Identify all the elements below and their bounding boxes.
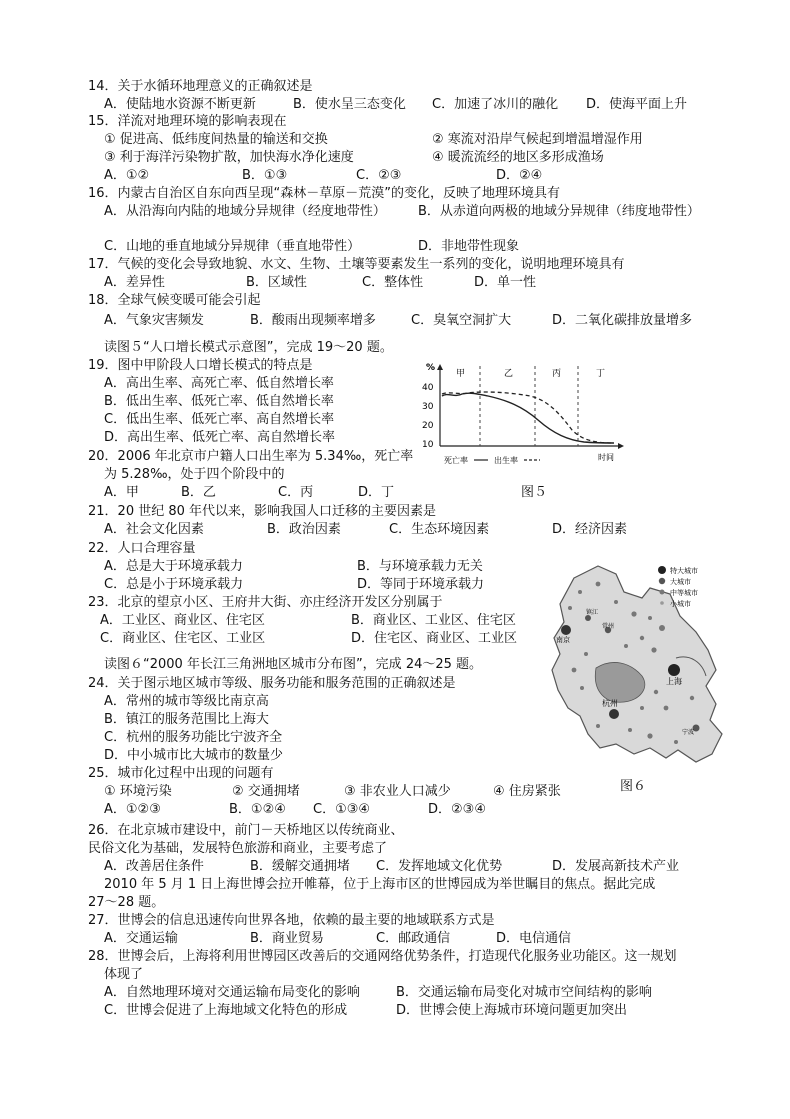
q25-statement-4: ④ 住房紧张	[493, 784, 561, 799]
q22-stem: 22．人口合理容量	[88, 541, 196, 556]
figure-6-legend-medium: 中等城市	[670, 589, 698, 597]
q26-option-d: D．发展高新技术产业	[552, 859, 680, 874]
q21-stem: 21．20 世纪 80 年代以来，影响我国人口迁移的主要因素是	[88, 504, 437, 519]
figure-6-label-hangzhou: 杭州	[602, 699, 618, 708]
q14-stem: 14．关于水循环地理意义的正确叙述是	[88, 79, 313, 94]
q28-option-b: B．交通运输布局变化对城市空间结构的影响	[396, 985, 652, 1000]
q15-statement-2: ② 寒流对沿岸气候起到增温增湿作用	[432, 132, 643, 147]
q17-option-d: D．单一性	[474, 275, 537, 290]
q25-statement-1: ① 环境污染	[104, 784, 172, 799]
figure-6-city-shanghai	[668, 664, 680, 676]
q15-option-d: D．②④	[496, 168, 543, 183]
figure-5-stage-jia: 甲	[456, 369, 466, 379]
figure-6-legend-small: 小城市	[670, 600, 691, 608]
figure-6-label-zhenjiang: 镇江	[586, 609, 599, 616]
q20-option-d: D．丁	[358, 485, 395, 500]
q26-option-a: A．改善居住条件	[104, 859, 204, 874]
figure-5-stage-yi: 乙	[504, 369, 514, 379]
figure-6-legend-mega-symbol	[658, 566, 666, 574]
q25-option-c: C．①③④	[313, 802, 371, 817]
q20-option-b: B．乙	[181, 485, 216, 500]
q24-stem: 24．关于图示地区城市等级、服务功能和服务范围的正确叙述是	[88, 676, 456, 691]
figure-6-legend-small-symbol	[660, 601, 664, 605]
figure-5-death-rate-line	[442, 393, 614, 443]
figure-5-caption: 图５	[521, 485, 548, 500]
q27-option-b: B．商业贸易	[250, 931, 324, 946]
q19-option-b: B．低出生率、低死亡率、低自然增长率	[104, 394, 334, 409]
figure-5-legend-death: 死亡率	[444, 456, 468, 465]
figure-5-y-arrow	[437, 364, 443, 370]
q22-option-d: D．等同于环境承载力	[357, 577, 485, 592]
figure-6-svg	[546, 558, 726, 770]
q25-option-d: D．②③④	[428, 802, 486, 817]
figure-5-legend-birth: 出生率	[494, 456, 518, 465]
figure-6-label-nanjing: 南京	[556, 636, 570, 644]
q27-option-a: A．交通运输	[104, 931, 178, 946]
q15-statement-1: ① 促进高、低纬度间热量的输送和交换	[104, 132, 328, 147]
figure-6-city-nanjing	[561, 625, 571, 635]
q14-option-b: B．使水呈三态变化	[293, 97, 406, 112]
q28-stem-line1: 28．世博会后，上海将利用世博园区改善后的交通网络优势条件，打造现代化服务业功能区。这一规划	[88, 949, 677, 964]
q18-option-a: A．气象灾害频发	[104, 313, 204, 328]
q14-option-d: D．使海平面上升	[586, 97, 688, 112]
figure-6-legend-medium-symbol	[660, 590, 665, 595]
figure-5-x-label: 时间	[598, 453, 614, 462]
q28-stem-line2: 体现了	[104, 967, 144, 982]
q21-option-c: C．生态环境因素	[389, 522, 490, 537]
q18-stem: 18．全球气候变暖可能会引起	[88, 293, 261, 308]
figure-6-label-shanghai: 上海	[666, 677, 682, 686]
figure-6-legend-mega: 特大城市	[670, 567, 698, 575]
figure-6-legend-large: 大城市	[670, 578, 691, 586]
intro-27-28-line1: 2010 年 5 月 1 日上海世博会拉开帷幕，位于上海市区的世博园成为举世瞩目的焦点。据此完成	[104, 877, 656, 892]
q16-option-b: B．从赤道向两极的地域分异规律（纬度地带性）	[418, 204, 700, 219]
q18-option-d: D．二氧化碳排放量增多	[552, 313, 693, 328]
figure-5-ytick-10: 10	[422, 440, 434, 450]
q21-option-a: A．社会文化因素	[104, 522, 204, 537]
figure-5-ytick-40: 40	[422, 383, 434, 393]
q16-stem: 16．内蒙古自治区自东向西呈现“森林－草原－荒漠”的变化，反映了地理环境具有	[88, 186, 561, 201]
q20-stem-line1: 20．2006 年北京市户籍人口出生率为 5.34‰，死亡率	[88, 449, 414, 464]
q27-option-d: D．电信通信	[496, 931, 572, 946]
q15-option-b: B．①③	[242, 168, 288, 183]
q28-option-a: A．自然地理环境对交通运输布局变化的影响	[104, 985, 360, 1000]
q20-option-c: C．丙	[278, 485, 314, 500]
q26-option-c: C．发挥地域文化优势	[376, 859, 503, 874]
q15-statement-4: ④ 暖流流经的地区多形成渔场	[432, 150, 604, 165]
q15-statement-3: ③ 利于海洋污染物扩散，加快海水净化速度	[104, 150, 354, 165]
q18-option-c: C．臭氧空洞扩大	[411, 313, 512, 328]
q19-option-a: A．高出生率、高死亡率、低自然增长率	[104, 376, 334, 391]
figure-6-label-changzhou: 常州	[602, 623, 615, 630]
q15-option-c: C．②③	[356, 168, 402, 183]
q16-option-c: C．山地的垂直地域分异规律（垂直地带性）	[104, 239, 361, 254]
q19-stem: 19．图中甲阶段人口增长模式的特点是	[88, 358, 313, 373]
q25-option-a: A．①②③	[104, 802, 161, 817]
q23-option-c: C．商业区、住宅区、工业区	[100, 631, 266, 646]
q23-option-b: B．商业区、工业区、住宅区	[351, 613, 516, 628]
q17-option-a: A．差异性	[104, 275, 165, 290]
q25-stem: 25．城市化过程中出现的问题有	[88, 766, 274, 781]
q28-option-c: C．世博会促进了上海地域文化特色的形成	[104, 1003, 348, 1018]
q26-stem-line1: 26．在北京城市建设中，前门－天桥地区以传统商业、	[88, 823, 404, 838]
q21-option-b: B．政治因素	[267, 522, 341, 537]
q15-option-a: A．①②	[104, 168, 150, 183]
q25-statement-3: ③ 非农业人口减少	[344, 784, 451, 799]
q14-option-a: A．使陆地水资源不断更新	[104, 97, 256, 112]
q16-option-d: D．非地带性现象	[418, 239, 520, 254]
q15-stem: 15．洋流对地理环境的影响表现在	[88, 114, 287, 129]
q22-option-b: B．与环境承载力无关	[357, 559, 483, 574]
q20-stem-line2: 为 5.28‰，处于四个阶段中的	[104, 467, 285, 482]
figure-6-city-hangzhou	[609, 709, 619, 719]
intro-19-20: 读图５“人口增长模式示意图”，完成 19～20 题。	[104, 340, 393, 355]
q25-statement-2: ② 交通拥堵	[232, 784, 300, 799]
figure-6-label-ningbo: 宁波	[682, 729, 695, 736]
q25-option-b: B．①②④	[229, 802, 286, 817]
q24-option-c: C．杭州的服务功能比宁波齐全	[104, 730, 283, 745]
q28-option-d: D．世博会使上海城市环境问题更加突出	[396, 1003, 628, 1018]
q21-option-d: D．经济因素	[552, 522, 628, 537]
q26-option-b: B．缓解交通拥堵	[250, 859, 350, 874]
figure-5-stage-bing: 丙	[552, 369, 562, 379]
figure-6-caption: 图６	[620, 779, 647, 794]
q19-option-d: D．高出生率、低死亡率、高自然增长率	[104, 430, 336, 445]
q20-option-a: A．甲	[104, 485, 139, 500]
q18-option-b: B．酸雨出现频率增多	[250, 313, 376, 328]
q26-stem-line2: 民俗文化为基础，发展特色旅游和商业，主要考虑了	[88, 841, 388, 856]
q17-option-b: B．区域性	[246, 275, 307, 290]
q14-option-c: C．加速了冰川的融化	[432, 97, 559, 112]
figure-5-svg	[418, 358, 630, 474]
figure-5-y-unit: %	[426, 363, 436, 373]
figure-5-birth-rate-line	[442, 392, 614, 443]
q22-option-c: C．总是小于环境承载力	[104, 577, 244, 592]
q27-stem: 27．世博会的信息迅速传向世界各地，依赖的最主要的地域联系方式是	[88, 913, 495, 928]
intro-24-25: 读图６“2000 年长江三角洲地区城市分布图”，完成 24～25 题。	[104, 657, 483, 672]
figure-6-yangtze-delta-map	[546, 558, 726, 770]
figure-5-stage-ding: 丁	[596, 369, 606, 379]
figure-5-ytick-30: 30	[422, 402, 434, 412]
intro-27-28-line2: 27～28 题。	[88, 895, 165, 910]
q24-option-d: D．中小城市比大城市的数量少	[104, 748, 284, 763]
q17-stem: 17．气候的变化会导致地貌、水文、生物、土壤等要素发生一系列的变化，说明地理环境具有	[88, 257, 625, 272]
figure-6-legend-large-symbol	[659, 578, 665, 584]
figure-5-population-growth-chart	[418, 358, 630, 474]
q23-option-a: A．工业区、商业区、住宅区	[100, 613, 265, 628]
q23-stem: 23．北京的望京小区、王府井大街、亦庄经济开发区分别属于	[88, 595, 443, 610]
q24-option-a: A．常州的城市等级比南京高	[104, 694, 269, 709]
q16-option-a: A．从沿海向内陆的地域分异规律（经度地带性）	[104, 204, 386, 219]
q22-option-a: A．总是大于环境承载力	[104, 559, 243, 574]
q19-option-c: C．低出生率、低死亡率、高自然增长率	[104, 412, 335, 427]
q27-option-c: C．邮政通信	[376, 931, 451, 946]
figure-5-x-arrow	[618, 443, 624, 449]
q23-option-d: D．住宅区、商业区、工业区	[351, 631, 518, 646]
figure-5-ytick-20: 20	[422, 421, 434, 431]
q17-option-c: C．整体性	[362, 275, 424, 290]
q24-option-b: B．镇江的服务范围比上海大	[104, 712, 269, 727]
